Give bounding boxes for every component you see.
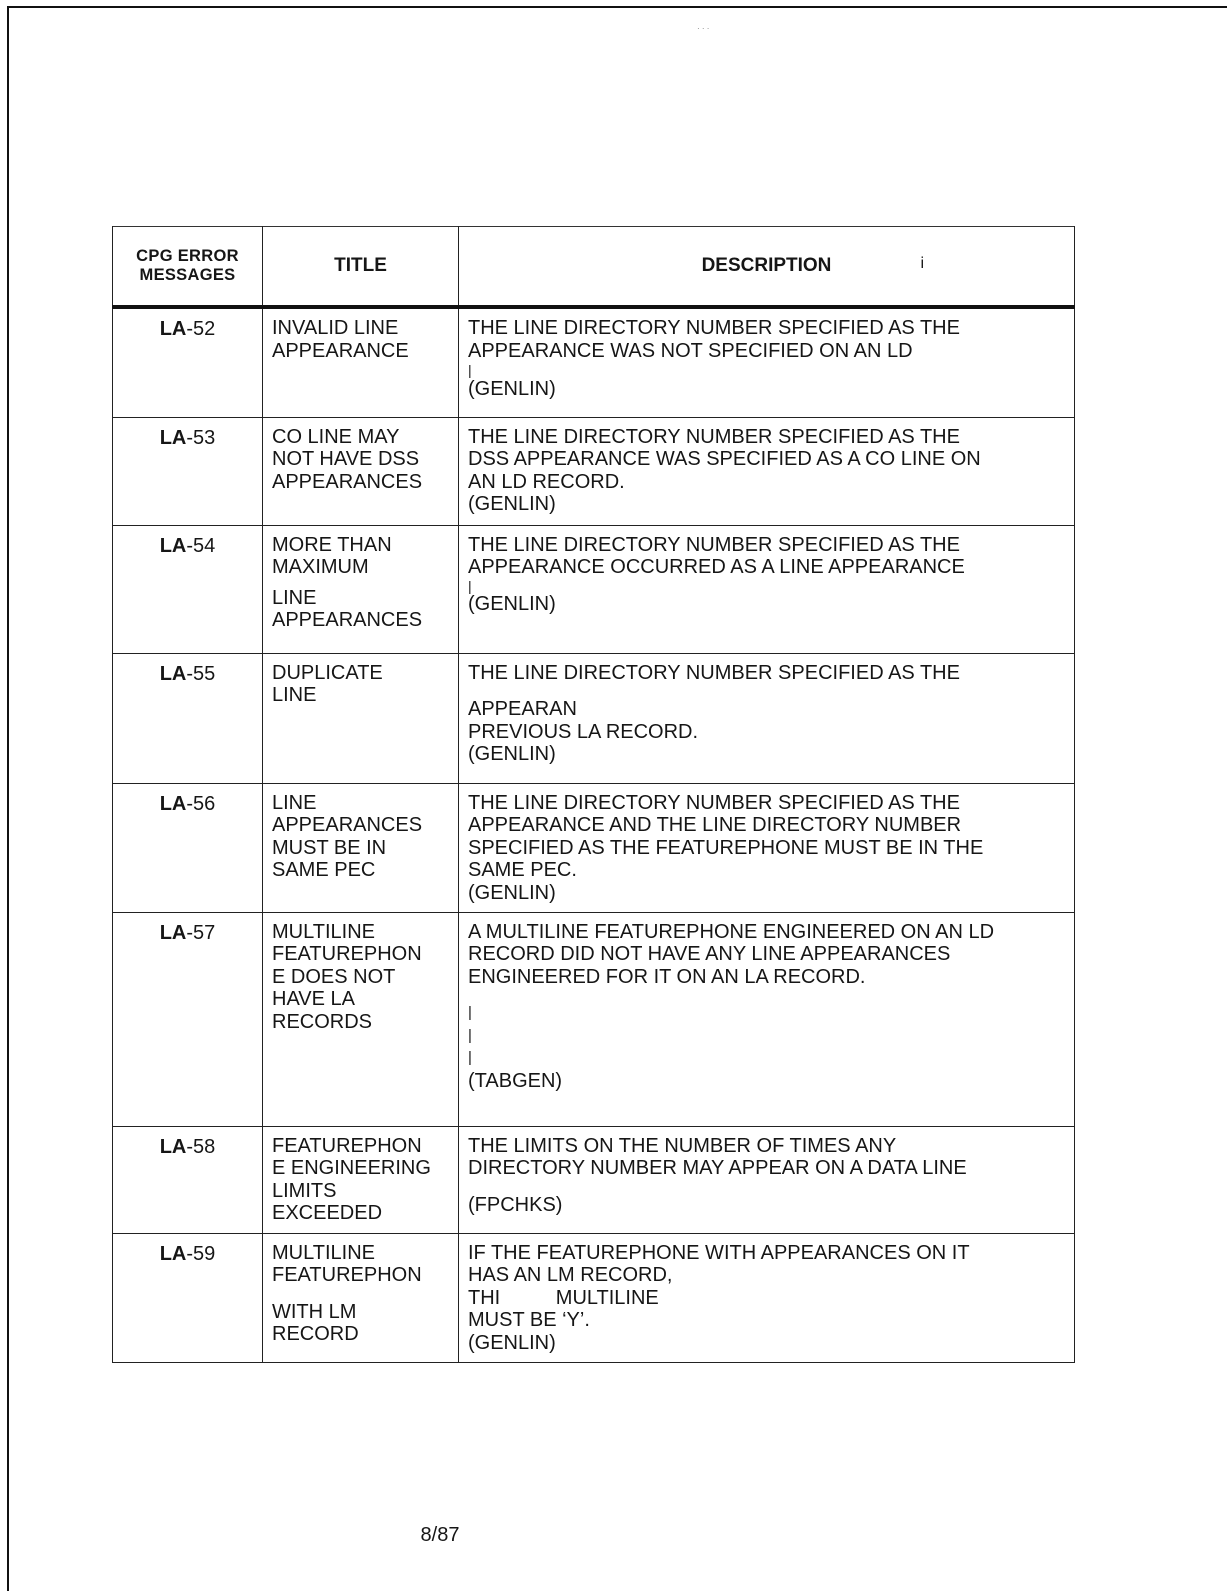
- title-line: LINE: [272, 586, 317, 609]
- desc-line: |: [468, 1026, 472, 1044]
- error-code: [113, 1126, 263, 1233]
- desc-line: (GENLIN): [468, 881, 556, 904]
- error-title: [263, 1126, 459, 1233]
- desc-line: THE LINE DIRECTORY NUMBER SPECIFIED AS THE: [468, 425, 960, 448]
- desc-line: SAME PEC.: [468, 859, 577, 881]
- title-line: HAVE LA: [272, 988, 355, 1010]
- scan-speck: · · ·: [697, 24, 710, 33]
- desc-line: APPEARANCE WAS NOT SPECIFIED ON AN LD: [468, 339, 913, 362]
- title-line: MUST BE IN: [272, 836, 387, 859]
- error-code: [113, 653, 263, 783]
- desc-line: PREVIOUS LA RECORD.: [468, 720, 699, 743]
- error-code: [113, 1233, 263, 1362]
- table-row: [113, 783, 1075, 912]
- error-code: [113, 912, 263, 1126]
- desc-line: THE LINE DIRECTORY NUMBER SPECIFIED AS THE: [468, 317, 960, 339]
- title-line: FEATUREPHON: [272, 1134, 422, 1157]
- table-row: [113, 653, 1075, 783]
- title-line: NOT HAVE DSS: [272, 448, 420, 470]
- title-line: RECORD: [272, 1323, 359, 1345]
- desc-line: IF THE FEATUREPHONE WITH APPEARANCES ON IT: [468, 1241, 970, 1264]
- error-messages-table: [112, 226, 1075, 1363]
- error-code-number: -54: [186, 534, 216, 557]
- error-description: [459, 653, 1075, 783]
- desc-line: |: [468, 362, 472, 378]
- desc-line: |: [468, 1004, 472, 1021]
- desc-line: (GENLIN): [468, 1331, 556, 1354]
- desc-line: (FPCHKS): [468, 1193, 563, 1216]
- error-title: [263, 783, 459, 912]
- title-line: LINE: [272, 684, 317, 706]
- error-code: [113, 307, 263, 417]
- desc-line: (GENLIN): [468, 493, 556, 515]
- page-number: 8/87: [420, 1524, 460, 1546]
- error-code-prefix: LA: [159, 1242, 187, 1265]
- page-border-top: [7, 6, 1227, 8]
- error-description: [459, 912, 1075, 1126]
- error-description: [459, 1126, 1075, 1233]
- error-title: [263, 307, 459, 417]
- desc-line: SPECIFIED AS THE FEATUREPHONE MUST BE IN THE: [468, 836, 984, 859]
- desc-line: |: [468, 577, 472, 594]
- title-line: WITH LM: [272, 1300, 357, 1323]
- desc-line: APPEARANCE OCCURRED AS A LINE APPEARANCE: [468, 556, 965, 578]
- error-description: [459, 525, 1075, 653]
- error-title: [263, 912, 459, 1126]
- error-code: [113, 783, 263, 912]
- title-line: APPEARANCES: [272, 470, 423, 493]
- error-code-number: -53: [186, 426, 216, 449]
- desc-line: THE LINE DIRECTORY NUMBER SPECIFIED AS THE: [468, 791, 960, 814]
- error-code: [113, 525, 263, 653]
- title-line: MORE THAN: [272, 533, 392, 556]
- header-stray-mark: i: [920, 255, 924, 272]
- title-line: APPEARANCE: [272, 339, 409, 362]
- error-description: [459, 417, 1075, 525]
- error-code-number: -55: [186, 662, 216, 685]
- header-cpg-error-messages: CPG ERROR MESSAGES: [113, 227, 263, 308]
- title-line: APPEARANCES: [272, 609, 423, 631]
- table-row: [113, 1233, 1075, 1362]
- error-code-number: -52: [186, 318, 216, 340]
- desc-line: ENGINEERED FOR IT ON AN LA RECORD.: [468, 965, 866, 988]
- error-code-number: -59: [186, 1242, 216, 1265]
- table-row: [113, 912, 1075, 1126]
- error-code-number: -57: [186, 921, 216, 944]
- title-line: MAXIMUM: [272, 556, 369, 578]
- table-header-row: [113, 227, 1075, 308]
- desc-line: THE LINE DIRECTORY NUMBER SPECIFIED AS THE: [468, 533, 960, 556]
- desc-line: MUST BE ‘Y’.: [468, 1309, 590, 1331]
- error-title: [263, 653, 459, 783]
- desc-line: A MULTILINE FEATUREPHONE ENGINEERED ON AN LD: [468, 920, 995, 943]
- desc-line: APPEARAN: [468, 698, 577, 720]
- error-code-prefix: LA: [159, 318, 187, 340]
- title-line: FEATUREPHON: [272, 943, 422, 965]
- desc-line: (TABGEN): [468, 1069, 563, 1092]
- header-description-label: DESCRIPTION: [701, 255, 832, 276]
- title-line: E ENGINEERING: [272, 1157, 431, 1179]
- title-line: APPEARANCES: [272, 814, 423, 836]
- error-code-prefix: LA: [159, 662, 187, 685]
- title-line: LIMITS: [272, 1179, 337, 1202]
- title-line: SAME PEC: [272, 859, 376, 881]
- error-description: [459, 783, 1075, 912]
- desc-line: DIRECTORY NUMBER MAY APPEAR ON A DATA LINE: [468, 1157, 967, 1179]
- error-code: [113, 417, 263, 525]
- table-row: [113, 1126, 1075, 1233]
- desc-line: (GENLIN): [468, 378, 556, 400]
- error-code-prefix: LA: [159, 534, 187, 557]
- title-line: MULTILINE: [272, 1241, 375, 1264]
- table-row: [113, 525, 1075, 653]
- error-code-prefix: LA: [159, 426, 187, 449]
- error-title: [263, 1233, 459, 1362]
- error-description: [459, 307, 1075, 417]
- error-code-number: -56: [186, 792, 216, 815]
- desc-line: |: [468, 1049, 472, 1066]
- header-title: TITLE: [263, 227, 459, 308]
- error-title: [263, 417, 459, 525]
- title-line: INVALID LINE: [272, 317, 399, 339]
- error-code-number: -58: [186, 1135, 216, 1158]
- desc-line: DSS APPEARANCE WAS SPECIFIED AS A CO LINE ON: [468, 448, 981, 470]
- desc-line: (GENLIN): [468, 743, 556, 765]
- title-line: EXCEEDED: [272, 1202, 383, 1224]
- desc-line: AN LD RECORD.: [468, 470, 625, 493]
- error-code-prefix: LA: [159, 792, 187, 815]
- title-line: CO LINE MAY: [272, 425, 400, 448]
- header-description: [459, 227, 1075, 308]
- desc-line: HAS AN LM RECORD,: [468, 1264, 673, 1286]
- title-line: MULTILINE: [272, 920, 375, 943]
- error-description: [459, 1233, 1075, 1362]
- error-code-prefix: LA: [159, 1135, 187, 1158]
- table-row: [113, 307, 1075, 417]
- desc-line: (GENLIN): [468, 592, 556, 615]
- title-line: LINE: [272, 791, 317, 814]
- desc-line: THI MULTILINE: [468, 1286, 659, 1309]
- desc-line: THE LIMITS ON THE NUMBER OF TIMES ANY: [468, 1134, 897, 1157]
- title-line: RECORDS: [272, 1010, 373, 1033]
- desc-line: APPEARANCE AND THE LINE DIRECTORY NUMBER: [468, 814, 962, 836]
- table-row: [113, 417, 1075, 525]
- title-line: DUPLICATE: [272, 661, 383, 684]
- title-line: FEATUREPHON: [272, 1264, 422, 1286]
- desc-line: THE LINE DIRECTORY NUMBER SPECIFIED AS THE: [468, 661, 960, 684]
- desc-line: RECORD DID NOT HAVE ANY LINE APPEARANCES: [468, 943, 951, 965]
- page-border-left: [7, 6, 9, 1591]
- error-title: [263, 525, 459, 653]
- title-line: E DOES NOT: [272, 965, 396, 988]
- error-code-prefix: LA: [159, 921, 187, 944]
